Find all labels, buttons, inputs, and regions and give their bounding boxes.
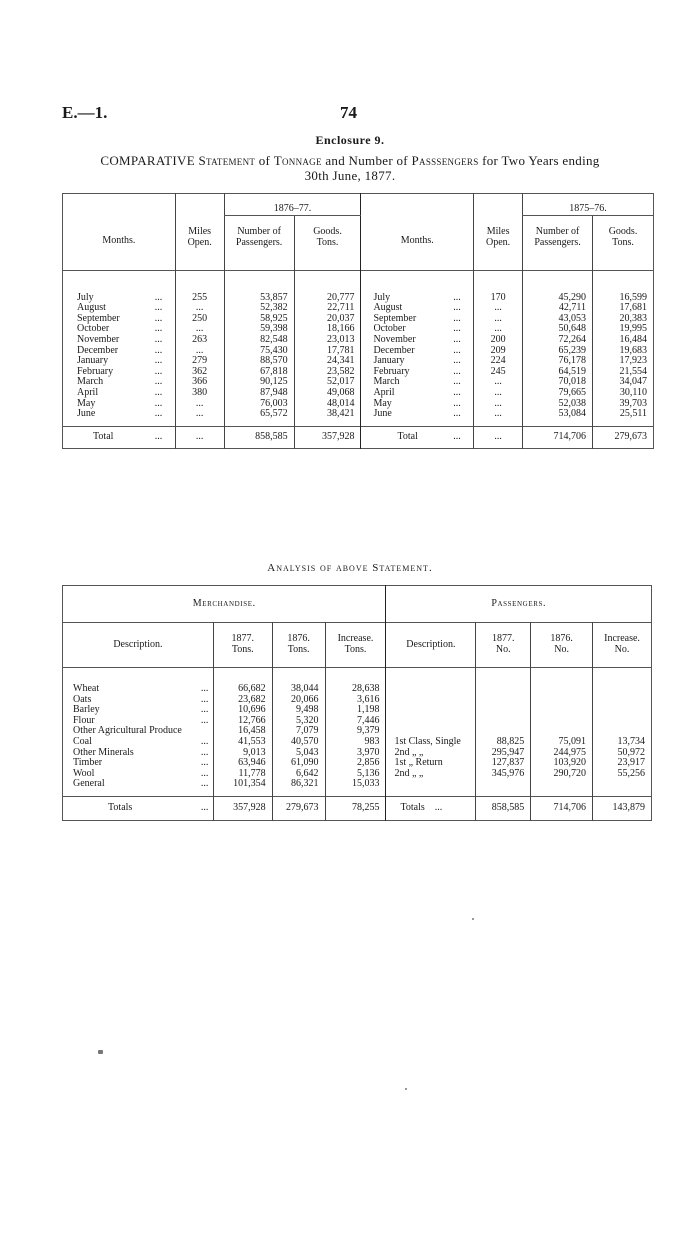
title-part: COMPARATIVE: [100, 153, 199, 168]
passenger-description: [386, 668, 476, 695]
passengers-increase-cell: [593, 668, 652, 695]
tons-increase-cell: 3,970: [325, 748, 386, 759]
merchandise-description: Other Minerals: [73, 746, 134, 758]
passengers-1877-cell: [476, 695, 531, 706]
header-passengers-a: Number of Passengers.: [224, 215, 294, 270]
tons-1877-cell: 63,946: [213, 758, 272, 769]
tons-1877-cell: 41,553: [213, 737, 272, 748]
miles-cell: 245: [474, 367, 523, 378]
leader-dots: ...: [453, 355, 461, 367]
passengers-cell: 87,948: [224, 388, 294, 399]
leader-dots: ...: [453, 376, 461, 388]
leader-dots: ...: [453, 397, 461, 409]
passengers-1876-cell: 244,975: [531, 748, 593, 759]
miles-cell: 362: [175, 367, 224, 378]
document-code: E.—1.: [62, 103, 108, 122]
passengers-cell: 53,084: [523, 409, 593, 426]
tons-1877-cell: 9,013: [213, 748, 272, 759]
passengers-1876-cell: [531, 695, 593, 706]
month-cell: June: [361, 409, 441, 426]
total-goods-b: 279,673: [593, 426, 654, 448]
passengers-cell: 53,857: [224, 270, 294, 303]
passengers-1876-cell: 75,091: [531, 737, 593, 748]
passengers-cell: 50,648: [523, 324, 593, 335]
leader-dots: ...: [154, 333, 163, 345]
miles-cell: ...: [175, 346, 224, 357]
passengers-1877-cell: 295,947: [476, 748, 531, 759]
tons-increase-cell: 5,136: [325, 769, 386, 780]
month-cell: August: [77, 302, 106, 314]
tons-1877-cell: 10,696: [213, 705, 272, 716]
title-part: for Two Years ending: [478, 153, 600, 168]
month-cell: November: [77, 333, 120, 345]
totals-1876-no: 714,706: [531, 796, 593, 820]
passengers-1877-cell: 127,837: [476, 758, 531, 769]
month-cell: June: [77, 408, 96, 420]
tons-1877-cell: 16,458: [213, 726, 272, 737]
goods-cell: 16,599: [593, 270, 654, 303]
goods-cell: 23,582: [294, 367, 361, 378]
totals-label-merch: Totals: [108, 801, 133, 813]
goods-cell: 34,047: [593, 377, 654, 388]
tons-1877-cell: 66,682: [213, 668, 272, 695]
table-row: [63, 270, 654, 303]
table-row: [63, 388, 654, 399]
passengers-1876-cell: [531, 716, 593, 727]
passengers-increase-cell: 13,734: [593, 737, 652, 748]
header-year-b: 1875–76.: [523, 194, 654, 216]
scan-speck: [98, 1050, 103, 1054]
leader-dots: ...: [200, 778, 209, 790]
leader-dots: ...: [453, 333, 461, 345]
passenger-description: [386, 695, 476, 706]
total-passengers-b: 714,706: [523, 426, 593, 448]
month-cell: March: [361, 377, 441, 388]
passengers-cell: 88,570: [224, 356, 294, 367]
merchandise-description: Barley: [73, 704, 100, 716]
tons-increase-cell: 3,616: [325, 695, 386, 706]
leader-dots: ...: [154, 323, 163, 335]
month-cell: April: [361, 388, 441, 399]
passenger-description: 1st „ Return: [386, 758, 476, 769]
miles-cell: 366: [175, 377, 224, 388]
tons-1876-cell: 5,320: [272, 716, 325, 727]
miles-cell: ...: [175, 324, 224, 335]
totals-increase-no: 143,879: [593, 796, 652, 820]
miles-cell: ...: [474, 399, 523, 410]
merchandise-description: Coal: [73, 735, 92, 747]
leader-dots: ...: [453, 365, 461, 377]
miles-cell: 380: [175, 388, 224, 399]
month-cell: February: [361, 367, 441, 378]
merchandise-header: Merchandise.: [192, 597, 256, 609]
header-increase-tons: Increase. Tons.: [325, 623, 386, 668]
header-1876-tons: 1876. Tons.: [272, 623, 325, 668]
month-cell: May: [361, 399, 441, 410]
tons-1876-cell: 20,066: [272, 695, 325, 706]
leader-dots: ...: [154, 355, 163, 367]
totals-1876-tons: 279,673: [272, 796, 325, 820]
leader-dots: ...: [154, 376, 163, 388]
header-months-b: Months.: [361, 194, 474, 271]
passengers-cell: 76,178: [523, 356, 593, 367]
passengers-1877-cell: [476, 705, 531, 716]
tons-increase-cell: 983: [325, 737, 386, 748]
page-number: 74: [340, 103, 357, 122]
passengers-increase-cell: [593, 695, 652, 706]
header-miles-a: Miles Open.: [175, 194, 224, 271]
header-miles-b: Miles Open.: [474, 194, 523, 271]
leader-dots: ...: [200, 767, 209, 779]
passengers-increase-cell: 23,917: [593, 758, 652, 769]
total-miles-a: ...: [175, 426, 224, 448]
miles-cell: 279: [175, 356, 224, 367]
header-passengers-b: Number of Passengers.: [523, 215, 593, 270]
header-description-pass: Description.: [386, 623, 476, 668]
table-row: [63, 335, 654, 346]
month-cell: April: [77, 386, 99, 398]
statement-title-line1: [0, 153, 700, 169]
passengers-cell: 42,711: [523, 303, 593, 314]
comparative-statement-table: [62, 193, 654, 449]
goods-cell: 16,484: [593, 335, 654, 346]
leader-dots: ...: [154, 291, 163, 303]
total-dots-a: ...: [154, 430, 163, 442]
miles-cell: ...: [474, 409, 523, 426]
tons-1876-cell: 7,079: [272, 726, 325, 737]
tons-1876-cell: 61,090: [272, 758, 325, 769]
miles-cell: ...: [474, 388, 523, 399]
passengers-1877-cell: [476, 668, 531, 695]
miles-cell: 209: [474, 346, 523, 357]
month-cell: October: [77, 323, 110, 335]
passengers-increase-cell: 55,256: [593, 769, 652, 780]
leader-dots: ...: [154, 365, 163, 377]
passengers-1876-cell: [531, 668, 593, 695]
tons-1877-cell: 23,682: [213, 695, 272, 706]
totals-dots-merch: ...: [200, 801, 209, 813]
goods-cell: 19,683: [593, 346, 654, 357]
analysis-title: Analysis of above Statement.: [267, 562, 433, 574]
goods-cell: 17,681: [593, 303, 654, 314]
passengers-1877-cell: 88,825: [476, 737, 531, 748]
analysis-table: [62, 585, 652, 821]
totals-1877-no: 858,585: [476, 796, 531, 820]
title-part: and Number of: [321, 153, 412, 168]
tons-1876-cell: 6,642: [272, 769, 325, 780]
goods-cell: 20,383: [593, 314, 654, 325]
tons-increase-cell: 28,638: [325, 668, 386, 695]
leader-dots: ...: [200, 714, 209, 726]
passengers-cell: 70,018: [523, 377, 593, 388]
miles-cell: ...: [175, 409, 224, 426]
merchandise-description: Flour: [73, 714, 95, 726]
goods-cell: 21,554: [593, 367, 654, 378]
goods-cell: 23,013: [294, 335, 361, 346]
table-row: [63, 668, 652, 695]
passengers-cell: 67,818: [224, 367, 294, 378]
tons-1877-cell: 11,778: [213, 769, 272, 780]
total-label-a: Total: [93, 430, 114, 442]
passengers-cell: 79,665: [523, 388, 593, 399]
total-passengers-a: 858,585: [224, 426, 294, 448]
tons-increase-cell: 15,033: [325, 779, 386, 796]
merchandise-description: Timber: [73, 757, 103, 769]
month-cell: July: [361, 270, 441, 303]
merchandise-description: Wool: [73, 767, 95, 779]
leader-dots: ...: [200, 693, 209, 705]
leader-dots: ...: [453, 312, 461, 324]
leader-dots: ...: [154, 408, 163, 420]
passengers-increase-cell: [593, 705, 652, 716]
leader-dots: ...: [154, 386, 163, 398]
totals-label-pass: Totals ...: [386, 796, 476, 820]
leader-dots: ...: [200, 746, 209, 758]
month-cell: January: [77, 355, 109, 367]
header-months-a: Months.: [102, 234, 136, 246]
leader-dots: ...: [453, 302, 461, 314]
leader-dots: ...: [154, 302, 163, 314]
passengers-cell: 90,125: [224, 377, 294, 388]
merchandise-description: General: [73, 778, 105, 790]
month-cell: December: [361, 346, 441, 357]
month-cell: February: [77, 365, 114, 377]
statement-title-line2: 30th June, 1877.: [304, 168, 396, 183]
goods-cell: 30,110: [593, 388, 654, 399]
goods-cell: 17,781: [294, 346, 361, 357]
passengers-cell: 72,264: [523, 335, 593, 346]
enclosure-heading: Enclosure 9.: [315, 133, 385, 147]
tons-1876-cell: 5,043: [272, 748, 325, 759]
month-cell: September: [77, 312, 120, 324]
goods-cell: 48,014: [294, 399, 361, 410]
leader-dots: ...: [453, 291, 461, 303]
leader-dots: ...: [200, 683, 209, 694]
header-increase-no: Increase. No.: [593, 623, 652, 668]
header-goods-b: Goods. Tons.: [593, 215, 654, 270]
passenger-description: 2nd „ „: [386, 769, 476, 780]
title-part: Statement: [198, 153, 256, 168]
miles-cell: ...: [474, 324, 523, 335]
passengers-1876-cell: 103,920: [531, 758, 593, 769]
passengers-cell: 64,519: [523, 367, 593, 378]
passengers-1877-cell: 345,976: [476, 769, 531, 780]
month-cell: March: [77, 376, 104, 388]
leader-dots: ...: [453, 323, 461, 335]
leader-dots: ...: [453, 344, 461, 356]
passengers-cell: 52,382: [224, 303, 294, 314]
month-cell: October: [361, 324, 441, 335]
passengers-cell: 45,290: [523, 270, 593, 303]
passenger-description: 1st Class, Single: [386, 737, 476, 748]
header-1877-tons: 1877. Tons.: [213, 623, 272, 668]
passengers-cell: 65,572: [224, 409, 294, 426]
table-row: [63, 409, 654, 426]
passengers-1876-cell: [531, 705, 593, 716]
passengers-cell: 65,239: [523, 346, 593, 357]
leader-dots: ...: [154, 344, 163, 356]
leader-dots: ...: [200, 735, 209, 747]
miles-cell: 224: [474, 356, 523, 367]
passengers-increase-cell: [593, 716, 652, 727]
header-goods-a: Goods. Tons.: [294, 215, 361, 270]
merchandise-description: Oats: [73, 693, 92, 705]
total-label-b: Total: [361, 426, 441, 448]
tons-increase-cell: 7,446: [325, 716, 386, 727]
leader-dots: ...: [453, 386, 461, 398]
miles-cell: 170: [474, 270, 523, 303]
miles-cell: ...: [175, 399, 224, 410]
leader-dots: ...: [154, 312, 163, 324]
passenger-description: [386, 716, 476, 727]
passengers-cell: 52,038: [523, 399, 593, 410]
table-row: [63, 737, 652, 748]
tons-increase-cell: 2,856: [325, 758, 386, 769]
total-goods-a: 357,928: [294, 426, 361, 448]
month-cell: November: [361, 335, 441, 346]
miles-cell: 255: [175, 270, 224, 303]
title-part: Passsengers: [411, 153, 479, 168]
miles-cell: 250: [175, 314, 224, 325]
goods-cell: 52,017: [294, 377, 361, 388]
goods-cell: 20,777: [294, 270, 361, 303]
passengers-cell: 43,053: [523, 314, 593, 325]
header-1876-no: 1876. No.: [531, 623, 593, 668]
merchandise-description: Other Agricultural Produce: [73, 725, 182, 737]
leader-dots: ...: [154, 397, 163, 409]
totals-1877-tons: 357,928: [213, 796, 272, 820]
tons-1876-cell: 40,570: [272, 737, 325, 748]
tons-increase-cell: 1,198: [325, 705, 386, 716]
passengers-cell: 75,430: [224, 346, 294, 357]
passengers-header: Passengers.: [386, 586, 652, 623]
leader-dots: ...: [200, 704, 209, 716]
title-part: of: [255, 153, 274, 168]
passengers-cell: 58,925: [224, 314, 294, 325]
total-miles-b: ...: [474, 426, 523, 448]
scan-speck: [405, 1088, 407, 1090]
tons-1877-cell: 12,766: [213, 716, 272, 727]
goods-cell: 49,068: [294, 388, 361, 399]
passenger-description: [386, 705, 476, 716]
merchandise-description: Wheat: [73, 683, 100, 694]
miles-cell: 263: [175, 335, 224, 346]
passengers-increase-cell: [593, 779, 652, 796]
passenger-description: 2nd „ „: [386, 748, 476, 759]
month-cell: August: [361, 303, 441, 314]
totals-increase-tons: 78,255: [325, 796, 386, 820]
goods-cell: 20,037: [294, 314, 361, 325]
passengers-1876-cell: 290,720: [531, 769, 593, 780]
header-year-a: 1876–77.: [224, 194, 361, 216]
goods-cell: 38,421: [294, 409, 361, 426]
header-1877-no: 1877. No.: [476, 623, 531, 668]
tons-1876-cell: 86,321: [272, 779, 325, 796]
goods-cell: 18,166: [294, 324, 361, 335]
passengers-1877-cell: [476, 716, 531, 727]
tons-1877-cell: 101,354: [213, 779, 272, 796]
leader-dots: ...: [200, 757, 209, 769]
miles-cell: 200: [474, 335, 523, 346]
goods-cell: 22,711: [294, 303, 361, 314]
month-cell: July: [77, 291, 94, 303]
month-cell: May: [77, 397, 96, 409]
passenger-description: [386, 779, 476, 796]
month-cell: December: [77, 344, 119, 356]
miles-cell: ...: [474, 314, 523, 325]
title-part: Tonnage: [273, 153, 322, 168]
miles-cell: ...: [474, 377, 523, 388]
header-description-merch: Description.: [113, 638, 163, 650]
goods-cell: 17,923: [593, 356, 654, 367]
passengers-cell: 76,003: [224, 399, 294, 410]
goods-cell: 39,703: [593, 399, 654, 410]
miles-cell: ...: [175, 303, 224, 314]
goods-cell: 24,341: [294, 356, 361, 367]
miles-cell: ...: [474, 303, 523, 314]
month-cell: September: [361, 314, 441, 325]
passengers-cell: 59,398: [224, 324, 294, 335]
total-dots-b: ...: [453, 430, 461, 442]
month-cell: January: [361, 356, 441, 367]
tons-increase-cell: 9,379: [325, 726, 386, 737]
table-row: [63, 779, 652, 796]
passengers-1877-cell: [476, 779, 531, 796]
leader-dots: ...: [453, 408, 461, 420]
goods-cell: 25,511: [593, 409, 654, 426]
tons-1876-cell: 9,498: [272, 705, 325, 716]
passengers-increase-cell: 50,972: [593, 748, 652, 759]
tons-1876-cell: 38,044: [272, 668, 325, 695]
passengers-1876-cell: [531, 779, 593, 796]
scan-speck: [472, 918, 474, 920]
passengers-cell: 82,548: [224, 335, 294, 346]
goods-cell: 19,995: [593, 324, 654, 335]
